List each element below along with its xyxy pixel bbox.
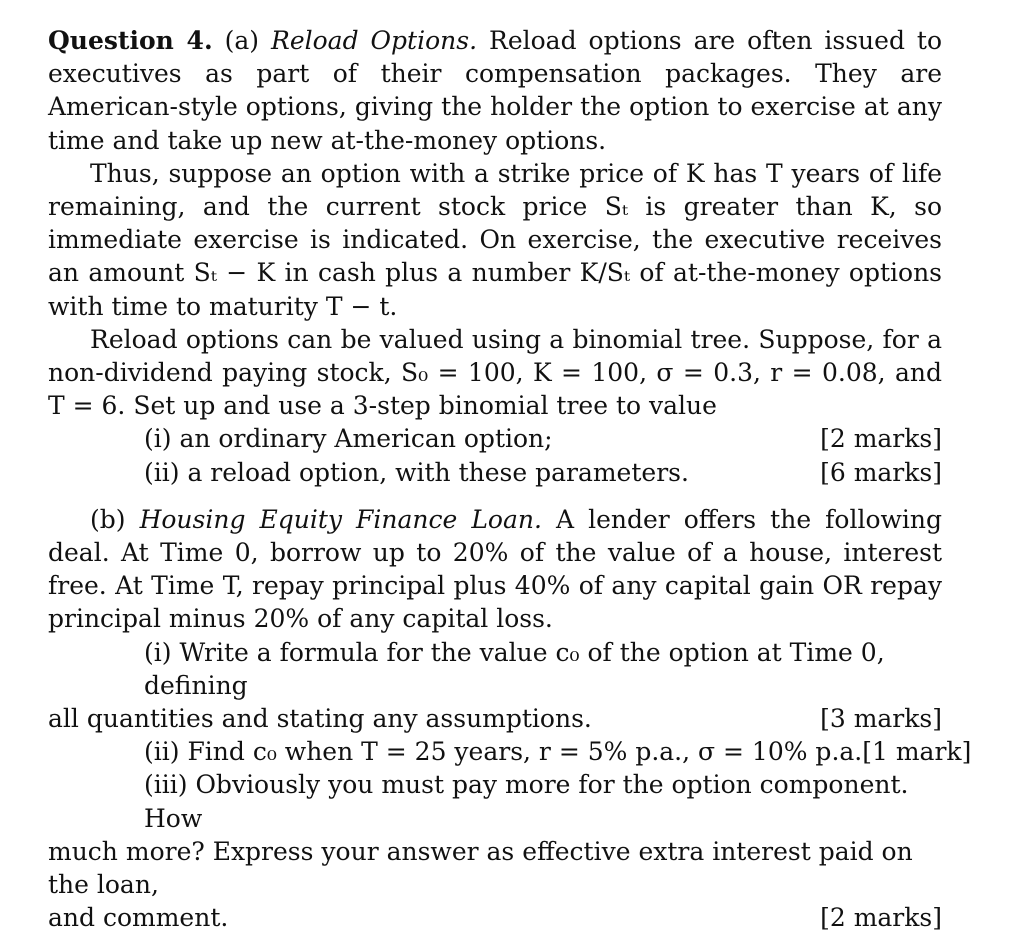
question-title: Question 4. bbox=[48, 26, 213, 55]
part-a-item-i bbox=[48, 422, 942, 455]
part-a-item-i-text: (i) an ordinary American option; bbox=[144, 424, 553, 454]
part-b-label: (b) bbox=[90, 504, 126, 534]
part-b-item-i-text: all quantities and stating any assumptions. bbox=[48, 704, 592, 734]
part-b-item-i-line2 bbox=[48, 702, 942, 735]
part-b-item-iii-line2: much more? Express your answer as effective extra interest paid on the loan, bbox=[48, 836, 913, 900]
part-a-label: (a) bbox=[224, 26, 260, 55]
part-b-item-ii-text: (ii) Find c₀ when T = 25 years, r = 5% p.a., σ = 10% p.a. bbox=[144, 737, 863, 767]
part-a-heading: Reload Options. bbox=[271, 26, 478, 55]
part-b-item-i-line1: (i) Write a formula for the value c₀ of the option at Time 0, defining bbox=[144, 637, 885, 700]
part-a-item-i-marks: [2 marks] bbox=[820, 424, 942, 454]
part-a-paragraph-3: Reload options can be valued using a binomial tree. Suppose, for a non-dividend paying stock, S₀ = 100, K = 100, σ = 0.3, r = 0.08, and T = 6. Set up and use a 3-step binomial tree to value bbox=[48, 324, 942, 421]
part-b-heading: Housing Equity Finance Loan. bbox=[139, 504, 542, 534]
part-b-intro bbox=[48, 503, 942, 636]
part-b-item-iii-text: and comment. bbox=[48, 903, 229, 933]
part-b-item-iii-line1: (iii) Obviously you must pay more for the option component. How bbox=[144, 770, 909, 833]
part-b-item-ii bbox=[48, 735, 972, 768]
part-a-item-ii bbox=[48, 456, 942, 489]
part-a-paragraph-1: Reload options are often issued to executives as part of their compensation packages. They are American-style options, giving the holder the option to exercise at any time and take up new at-the-money options. bbox=[48, 26, 943, 155]
part-b-item-iii-marks: [2 marks] bbox=[820, 903, 942, 933]
part-a-paragraph-2: Thus, suppose an option with a strike price of K has T years of life remaining, and the current stock price Sₜ is greater than K, so immediate exercise is indicated. On exercise, the executive receives an amount Sₜ − K in cash plus a number K/Sₜ of at-the-money options with time to maturity T − t. bbox=[48, 158, 942, 321]
part-b-item-iii-line3 bbox=[48, 901, 942, 934]
part-a-item-ii-marks: [6 marks] bbox=[820, 457, 942, 487]
part-b-paragraph-1: A lender offers the following deal. At Time 0, borrow up to 20% of the value of a house, interest free. At Time T, repay principal plus 40% of any capital gain OR repay principal minus 20% of any capital loss. bbox=[48, 504, 942, 634]
part-a-item-ii-text: (ii) a reload option, with these parameters. bbox=[144, 457, 689, 487]
part-b-item-i-marks: [3 marks] bbox=[820, 704, 942, 734]
part-a-intro bbox=[48, 24, 942, 157]
part-b-item-ii-marks: [1 mark] bbox=[862, 737, 972, 767]
